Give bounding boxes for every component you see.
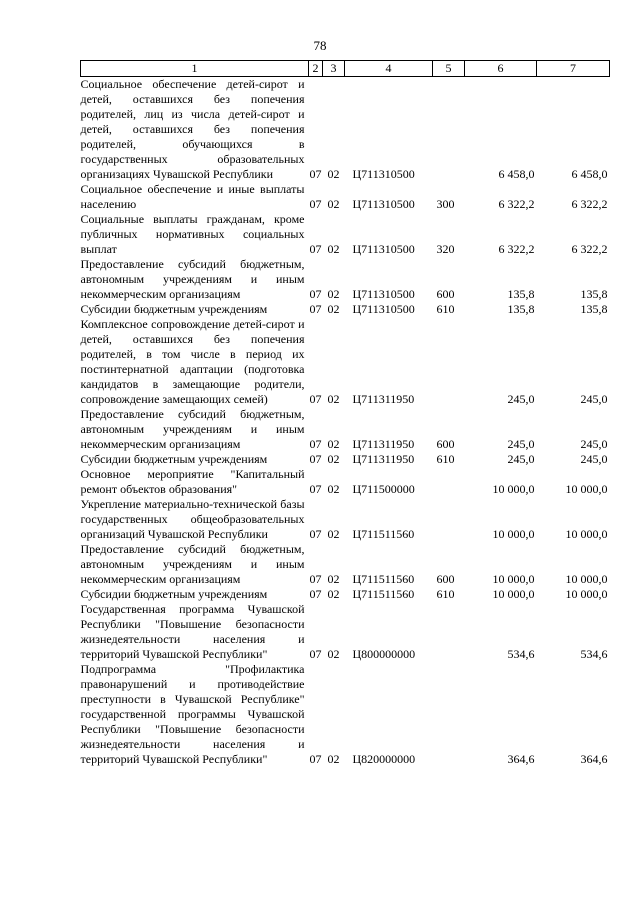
row-amount-2: 6 322,2 xyxy=(571,242,608,256)
header-row xyxy=(81,61,610,77)
row-expense-type xyxy=(433,602,465,662)
row-name: Субсидии бюджетным учреждениям xyxy=(80,587,268,601)
row-amount-1: 10 000,0 xyxy=(492,482,535,496)
row-name: Субсидии бюджетным учреждениям xyxy=(80,302,268,316)
row-amount-2: 534,6 xyxy=(580,647,608,661)
row-section: 07 xyxy=(309,452,322,466)
row-amount-2: 135,8 xyxy=(580,302,608,316)
row-name: Подпрограмма "Профилактика правонарушений и противодействие преступности в Чувашской Республике" государственной программы Чувашской Республики "Повышение безопасности жизнедеятельности населения и территорий Чувашской Республики" xyxy=(80,662,305,766)
row-amount-1: 245,0 xyxy=(507,437,535,451)
row-amount-2: 364,6 xyxy=(580,752,608,766)
row-target-code: Ц711310500 xyxy=(352,302,415,316)
row-name: Предоставление субсидий бюджетным, автономным учреждениям и иным некоммерческим организациям xyxy=(80,407,305,451)
table-row xyxy=(81,77,610,183)
table-row xyxy=(81,407,610,452)
table-row xyxy=(81,542,610,587)
row-expense-type xyxy=(433,77,465,183)
row-amount-2: 245,0 xyxy=(580,392,608,406)
row-amount-2: 10 000,0 xyxy=(565,482,608,496)
row-name: Основное мероприятие "Капитальный ремонт объектов образования" xyxy=(80,467,305,496)
row-target-code: Ц711310500 xyxy=(352,197,415,211)
row-subsection: 02 xyxy=(327,572,340,586)
row-subsection: 02 xyxy=(327,167,340,181)
row-amount-1: 10 000,0 xyxy=(492,572,535,586)
row-expense-type xyxy=(433,497,465,542)
table-row xyxy=(81,452,610,467)
column-header: 6 xyxy=(465,61,537,77)
row-amount-1: 10 000,0 xyxy=(492,587,535,601)
row-expense-type: 600 xyxy=(436,437,455,451)
row-subsection: 02 xyxy=(327,527,340,541)
row-amount-1: 10 000,0 xyxy=(492,527,535,541)
row-amount-2: 10 000,0 xyxy=(565,572,608,586)
row-subsection: 02 xyxy=(327,197,340,211)
row-amount-1: 534,6 xyxy=(507,647,535,661)
row-section: 07 xyxy=(309,572,322,586)
row-section: 07 xyxy=(309,647,322,661)
row-section: 07 xyxy=(309,587,322,601)
row-name: Предоставление субсидий бюджетным, автономным учреждениям и иным некоммерческим организациям xyxy=(80,257,305,301)
row-section: 07 xyxy=(309,167,322,181)
row-expense-type xyxy=(433,467,465,497)
row-section: 07 xyxy=(309,437,322,451)
row-amount-1: 6 458,0 xyxy=(498,167,535,181)
row-target-code: Ц711311950 xyxy=(352,392,415,406)
row-subsection: 02 xyxy=(327,752,340,766)
table-row xyxy=(81,662,610,767)
row-amount-2: 6 458,0 xyxy=(571,167,608,181)
row-amount-1: 135,8 xyxy=(507,302,535,316)
column-header: 7 xyxy=(537,61,610,77)
row-amount-2: 10 000,0 xyxy=(565,527,608,541)
row-target-code: Ц711500000 xyxy=(352,482,415,496)
row-subsection: 02 xyxy=(327,392,340,406)
column-header: 2 xyxy=(309,61,323,77)
row-amount-2: 245,0 xyxy=(580,437,608,451)
table-row xyxy=(81,182,610,212)
row-subsection: 02 xyxy=(327,647,340,661)
row-target-code: Ц711310500 xyxy=(352,167,415,181)
row-expense-type: 610 xyxy=(436,302,455,316)
row-amount-1: 364,6 xyxy=(507,752,535,766)
row-section: 07 xyxy=(309,482,322,496)
row-name: Укрепление материально-технической базы государственных общеобразовательных организаций Чувашской Республики xyxy=(80,497,305,541)
row-section: 07 xyxy=(309,287,322,301)
row-target-code: Ц800000000 xyxy=(352,647,416,661)
row-expense-type: 610 xyxy=(436,452,455,466)
row-amount-1: 135,8 xyxy=(507,287,535,301)
row-expense-type xyxy=(433,317,465,407)
row-amount-2: 135,8 xyxy=(580,287,608,301)
row-section: 07 xyxy=(309,197,322,211)
row-target-code: Ц820000000 xyxy=(352,752,416,766)
row-name: Социальное обеспечение детей-сирот и детей, оставшихся без попечения родителей, лиц из числа детей-сирот и детей, оставшихся без попечения родителей, обучающихся в государственных образовательных организациях Чувашской Республики xyxy=(80,77,305,181)
row-subsection: 02 xyxy=(327,242,340,256)
row-section: 07 xyxy=(309,242,322,256)
row-amount-1: 6 322,2 xyxy=(498,197,535,211)
column-header: 5 xyxy=(433,61,465,77)
row-name: Социальное обеспечение и иные выплаты населению xyxy=(80,182,305,211)
row-subsection: 02 xyxy=(327,587,340,601)
row-expense-type: 600 xyxy=(436,287,455,301)
row-expense-type: 320 xyxy=(436,242,455,256)
row-amount-2: 245,0 xyxy=(580,452,608,466)
row-amount-2: 10 000,0 xyxy=(565,587,608,601)
row-name: Социальные выплаты гражданам, кроме публичных нормативных социальных выплат xyxy=(80,212,305,256)
budget-table xyxy=(80,60,610,767)
table-row xyxy=(81,467,610,497)
table-row xyxy=(81,497,610,542)
row-section: 07 xyxy=(309,752,322,766)
table-row xyxy=(81,317,610,407)
row-target-code: Ц711310500 xyxy=(352,242,415,256)
row-target-code: Ц711511560 xyxy=(352,572,415,586)
row-name: Государственная программа Чувашской Республики "Повышение безопасности жизнедеятельности населения и территорий Чувашской Республики" xyxy=(80,602,305,661)
table-row xyxy=(81,602,610,662)
row-name: Предоставление субсидий бюджетным, автономным учреждениям и иным некоммерческим организациям xyxy=(80,542,305,586)
row-expense-type: 600 xyxy=(436,572,455,586)
row-subsection: 02 xyxy=(327,287,340,301)
row-subsection: 02 xyxy=(327,482,340,496)
row-target-code: Ц711511560 xyxy=(352,527,415,541)
row-section: 07 xyxy=(309,527,322,541)
table-row xyxy=(81,587,610,602)
row-expense-type xyxy=(433,662,465,767)
row-section: 07 xyxy=(309,392,322,406)
table-row xyxy=(81,257,610,302)
row-expense-type: 300 xyxy=(436,197,455,211)
row-amount-1: 6 322,2 xyxy=(498,242,535,256)
row-amount-1: 245,0 xyxy=(507,452,535,466)
page-number: 78 xyxy=(313,38,327,53)
row-subsection: 02 xyxy=(327,302,340,316)
row-section: 07 xyxy=(309,302,322,316)
row-expense-type: 610 xyxy=(436,587,455,601)
row-amount-1: 245,0 xyxy=(507,392,535,406)
row-subsection: 02 xyxy=(327,437,340,451)
table-row xyxy=(81,302,610,317)
row-name: Субсидии бюджетным учреждениям xyxy=(80,452,268,466)
row-name: Комплексное сопровождение детей-сирот и детей, оставшихся без попечения родителей, в том числе в период их постинтернатной адаптации (подготовка кандидатов в замещающие родители, сопровождение замещающих семей) xyxy=(80,317,305,406)
row-target-code: Ц711311950 xyxy=(352,452,415,466)
column-header: 3 xyxy=(323,61,345,77)
row-target-code: Ц711310500 xyxy=(352,287,415,301)
table-row xyxy=(81,212,610,257)
row-target-code: Ц711511560 xyxy=(352,587,415,601)
column-header: 1 xyxy=(81,61,309,77)
row-target-code: Ц711311950 xyxy=(352,437,415,451)
row-amount-2: 6 322,2 xyxy=(571,197,608,211)
row-subsection: 02 xyxy=(327,452,340,466)
column-header: 4 xyxy=(345,61,433,77)
